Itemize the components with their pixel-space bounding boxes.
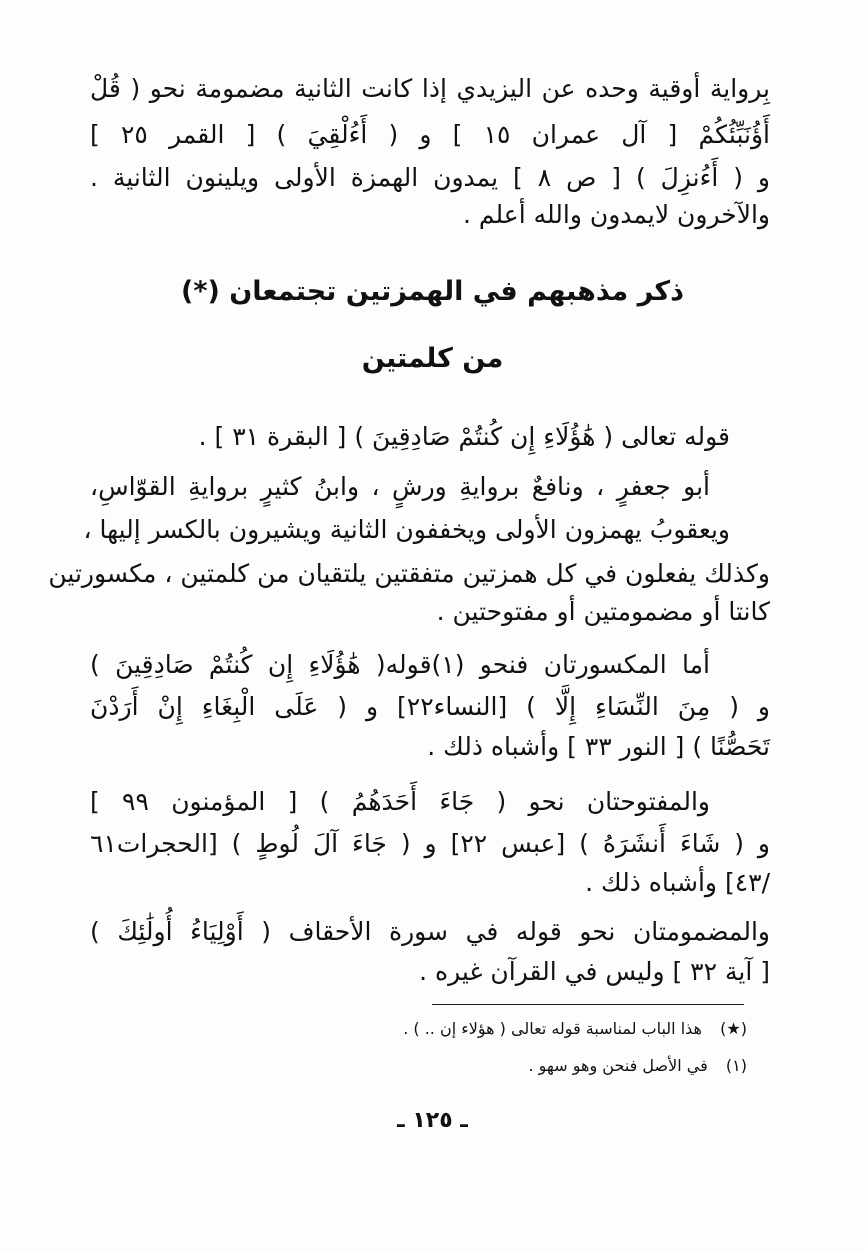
page-number: ـ ١٢٥ ـ: [397, 1108, 468, 1133]
intro-line-4: والآخرون لايمدون والله أعلم .: [462, 200, 770, 229]
maksur-line-3: تَحَصُّنًا ) [ النور ٣٣ ] وأشباه ذلك .: [427, 732, 770, 761]
maftuh-line-1: والمفتوحتان نحو ( جَاءَ أَحَدَهُمُ ) [ المؤمنون ٩٩ ]: [90, 787, 710, 816]
footnote-separator: [432, 1004, 744, 1005]
maksur-line-2: و ( مِنَ النِّسَاءِ إِلَّا ) [النساء٢٢] و ( عَلَى الْبِغَاءِ إِنْ أَرَدْنَ: [90, 692, 770, 721]
madmum-line-2: [ آية ٣٢ ] وليس في القرآن غيره .: [419, 957, 770, 986]
section-heading: ذكر مذهبهم في الهمزتين تجتمعان (*): [181, 276, 684, 307]
footnote-star-text: هذا الباب لمناسبة قوله تعالى ( هؤلاء إن .. ) .: [403, 1019, 702, 1038]
footnote-star: [403, 1018, 747, 1040]
footnote-one: [528, 1055, 747, 1077]
intro-line-3: و ( أَءُنزِلَ ) [ ص ٨ ] يمدون الهمزة الأولى ويلينون الثانية .: [90, 163, 770, 192]
footnote-one-marker: (١): [725, 1056, 747, 1075]
maftuh-line-3: /٤٣] وأشباه ذلك .: [585, 868, 770, 897]
readers-line-1: أبو جعفرٍ ، ونافعٌ بروايةِ ورشٍ ، وابنُ كثيرٍ بروايةِ القوّاسِ،: [90, 472, 710, 501]
readers-line-4: كانتا أو مضمومتين أو مفتوحتين .: [436, 597, 770, 626]
footnote-one-text: في الأصل فنحن وهو سهو .: [528, 1056, 708, 1075]
intro-line-1: بِرواية أوقية وحده عن اليزيدي إذا كانت الثانية مضمومة نحو ( قُلْ: [90, 74, 770, 103]
footnote-star-marker: (★): [720, 1019, 747, 1038]
readers-line-3: وكذلك يفعلون في كل همزتين متفقتين يلتقيان من كلمتين ، مكسورتين: [48, 559, 770, 588]
intro-line-2: أَؤُنَبِّئُكُمْ [ آل عمران ١٥ ] و ( أَءُلْقِيَ ) [ القمر ٢٥ ]: [90, 120, 770, 149]
verse-intro-line: قوله تعالى ( هَٰؤُلَاءِ إِن كُنتُمْ صَادِقِينَ ) [ البقرة ٣١ ] .: [198, 422, 730, 451]
madmum-line-1: والمضمومتان نحو قوله في سورة الأحقاف ( أَوْلِيَاءُ أُولَٰئِكَ ): [90, 917, 770, 946]
maftuh-line-2: و ( شَاءَ أَنشَرَهُ ) [عبس ٢٢] و ( جَاءَ آلَ لُوطٍ ) [الحجرات٦١: [90, 829, 770, 858]
maksur-line-1: أما المكسورتان فنحو (١)قوله( هَٰؤُلَاءِ إِن كُنتُمْ صَادِقِينَ ): [90, 650, 710, 679]
readers-line-2: ويعقوبُ يهمزون الأولى ويخففون الثانية ويشيرون بالكسر إليها ،: [83, 515, 730, 544]
section-subheading: من كلمتين: [361, 343, 504, 374]
